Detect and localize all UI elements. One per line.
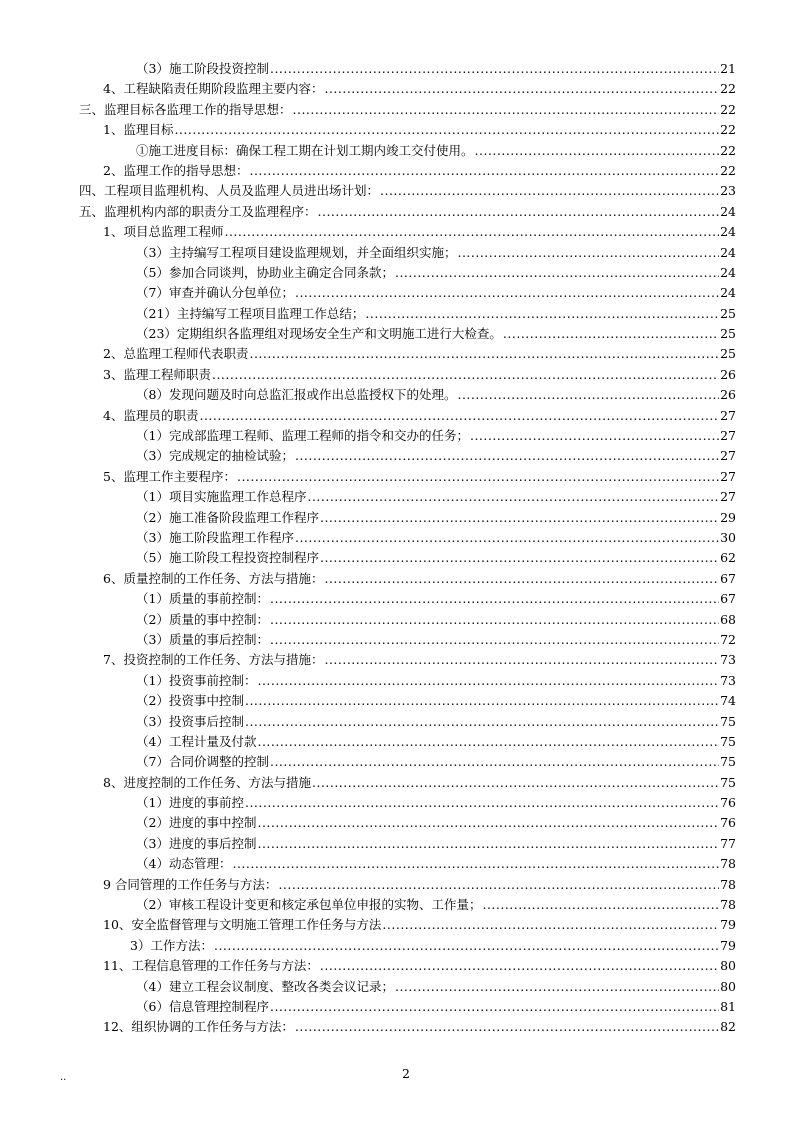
- toc-entry[interactable]: [0, 915, 793, 935]
- toc-entry-title: 12、组织协调的工作任务与方法：: [103, 1019, 294, 1035]
- toc-entry-page: 22: [720, 81, 736, 97]
- toc-entry-title: （21）主持编写工程项目监理工作总结；: [136, 305, 365, 321]
- toc-entry[interactable]: [0, 304, 793, 324]
- toc-dot-leader: [324, 650, 719, 670]
- toc-dot-leader: [365, 304, 719, 324]
- toc-entry[interactable]: [0, 406, 793, 426]
- toc-dot-leader: [199, 406, 719, 426]
- toc-entry[interactable]: [0, 834, 793, 854]
- toc-entry[interactable]: [0, 610, 793, 630]
- toc-entry-page: 26: [720, 366, 736, 382]
- toc-entry-page: 82: [720, 1019, 736, 1035]
- toc-entry-title: 6、质量控制的工作任务、方法与措施：: [103, 570, 324, 586]
- toc-dot-leader: [257, 671, 719, 691]
- toc-dot-leader: [245, 691, 719, 711]
- toc-dot-leader: [320, 956, 719, 976]
- toc-dot-leader: [278, 875, 719, 895]
- toc-entry-title: （3）施工阶段监理工作程序: [136, 529, 294, 545]
- toc-entry-title: 4、监理员的职责: [103, 407, 199, 423]
- toc-dot-leader: [270, 589, 719, 609]
- toc-entry-title: 10、安全监督管理与文明施工管理工作任务与方法: [103, 917, 382, 933]
- toc-dot-leader: [293, 100, 720, 120]
- toc-entry-page: 75: [720, 774, 736, 790]
- toc-entry-title: （5）施工阶段工程投资控制程序: [136, 550, 319, 566]
- toc-entry[interactable]: [0, 752, 793, 772]
- toc-entry-title: 7、投资控制的工作任务、方法与措施：: [103, 652, 324, 668]
- toc-entry[interactable]: [0, 1017, 793, 1037]
- toc-entry-page: 74: [720, 693, 736, 709]
- toc-entry-title: 3、监理工程师职责: [103, 366, 211, 382]
- toc-dot-leader: [237, 467, 719, 487]
- toc-entry-page: 25: [720, 346, 736, 362]
- toc-entry-title: （3）投资事后控制: [136, 713, 244, 729]
- toc-entry-page: 76: [720, 795, 736, 811]
- toc-entry-page: 75: [720, 713, 736, 729]
- toc-dot-leader: [257, 813, 719, 833]
- toc-entry[interactable]: [0, 467, 793, 487]
- toc-entry-page: 22: [720, 101, 736, 117]
- toc-entry[interactable]: [0, 508, 793, 528]
- toc-entry-title: （6）信息管理控制程序: [136, 998, 269, 1014]
- toc-entry-title: 3）工作方法：: [130, 937, 213, 953]
- toc-entry-page: 81: [720, 998, 736, 1014]
- toc-entry-title: ①施工进度目标：确保工程工期在计划工期内竣工交付使用。: [136, 142, 474, 158]
- toc-entry[interactable]: [0, 385, 793, 405]
- toc-entry-title: （1）投资事前控制：: [136, 672, 257, 688]
- toc-dot-leader: [324, 569, 719, 589]
- toc-entry[interactable]: [0, 528, 793, 548]
- toc-entry-page: 62: [720, 550, 736, 566]
- toc-entry-page: 27: [720, 489, 736, 505]
- toc-dot-leader: [212, 365, 719, 385]
- toc-dot-leader: [214, 936, 719, 956]
- toc-dot-leader: [395, 263, 719, 283]
- toc-entry-page: 80: [720, 978, 736, 994]
- toc-entry[interactable]: [0, 263, 793, 283]
- toc-entry-page: 73: [720, 652, 736, 668]
- toc-entry-title: （1）质量的事前控制：: [136, 591, 269, 607]
- toc-entry-title: （8）发现问题及时向总监汇报或作出总监授权下的处理。: [136, 387, 457, 403]
- toc-entry-page: 76: [720, 815, 736, 831]
- footer-mark: ..: [60, 1072, 67, 1083]
- toc-entry[interactable]: [0, 630, 793, 650]
- toc-entry[interactable]: [0, 773, 793, 793]
- toc-entry[interactable]: [0, 100, 793, 120]
- toc-entry-page: 23: [720, 183, 736, 199]
- toc-entry-page: 73: [720, 672, 736, 688]
- toc-entry-title: 5、监理工作主要程序：: [103, 468, 236, 484]
- toc-entry-title: 4、工程缺陷责任期阶段监理主要内容：: [103, 81, 324, 97]
- toc-entry[interactable]: [0, 181, 793, 201]
- toc-entry-title: （23）定期组织各监理组对现场安全生产和文明施工进行大检查。: [136, 326, 502, 342]
- toc-entry-page: 67: [720, 591, 736, 607]
- toc-entry-title: （5）参加合同谈判，协助业主确定合同条款；: [136, 264, 394, 280]
- toc-dot-leader: [295, 446, 719, 466]
- toc-entry-page: 78: [720, 897, 736, 913]
- toc-dot-leader: [270, 997, 719, 1017]
- page-number: 2: [402, 1066, 410, 1081]
- toc-dot-leader: [232, 854, 719, 874]
- toc-entry-title: （2）质量的事中控制：: [136, 611, 269, 627]
- toc-dot-leader: [257, 834, 719, 854]
- toc-entry[interactable]: [0, 997, 793, 1017]
- toc-entry[interactable]: [0, 936, 793, 956]
- toc-entry-page: 79: [720, 917, 736, 933]
- toc-entry-page: 21: [720, 61, 736, 76]
- toc-entry-page: 24: [720, 203, 736, 219]
- toc-entry-title: （2）进度的事中控制: [136, 815, 257, 831]
- toc-entry-title: （4）工程计量及付款: [136, 733, 257, 749]
- toc-dot-leader: [320, 548, 719, 568]
- toc-entry[interactable]: [0, 548, 793, 568]
- toc-entry-title: （3）施工阶段投资控制: [136, 61, 269, 76]
- toc-entry[interactable]: [0, 875, 793, 895]
- toc-entry-title: （1）完成部监理工程师、监理工程师的指令和交办的任务；: [136, 428, 469, 444]
- toc-entry-page: 75: [720, 733, 736, 749]
- toc-entry[interactable]: [0, 79, 793, 99]
- toc-dot-leader: [270, 630, 719, 650]
- toc-entry-page: 30: [720, 529, 736, 545]
- toc-entry-page: 24: [720, 224, 736, 240]
- toc-entry-page: 75: [720, 754, 736, 770]
- toc-entry-page: 67: [720, 570, 736, 586]
- toc-entry-title: 11、工程信息管理的工作任务与方法：: [103, 958, 319, 974]
- toc-entry-page: 22: [720, 142, 736, 158]
- toc-entry[interactable]: [0, 243, 793, 263]
- toc-dot-leader: [295, 283, 719, 303]
- toc-entry-page: 24: [720, 264, 736, 280]
- toc-dot-leader: [270, 59, 719, 79]
- toc-entry[interactable]: [0, 283, 793, 303]
- toc-dot-leader: [324, 79, 719, 99]
- toc-entry[interactable]: [0, 977, 793, 997]
- toc-entry[interactable]: [0, 120, 793, 140]
- toc-dot-leader: [380, 181, 719, 201]
- toc-dot-leader: [318, 202, 720, 222]
- toc-entry-title: （3）完成规定的抽检试验；: [136, 448, 294, 464]
- toc-entry-title: （7）合同价调整的控制: [136, 754, 269, 770]
- table-of-contents: [0, 59, 793, 1038]
- toc-entry[interactable]: [0, 446, 793, 466]
- toc-entry-page: 68: [720, 611, 736, 627]
- toc-entry[interactable]: [0, 650, 793, 670]
- toc-entry[interactable]: [0, 671, 793, 691]
- toc-entry[interactable]: [0, 222, 793, 242]
- toc-entry-title: （7）审查并确认分包单位；: [136, 285, 294, 301]
- toc-entry-page: 25: [720, 326, 736, 342]
- toc-dot-leader: [382, 915, 719, 935]
- toc-dot-leader: [245, 712, 719, 732]
- toc-entry-title: 1、项目总监理工程师: [103, 224, 224, 240]
- toc-entry-title: （3）质量的事后控制：: [136, 631, 269, 647]
- toc-entry-title: （1）项目实施监理工作总程序: [136, 489, 307, 505]
- toc-entry[interactable]: [0, 141, 793, 161]
- toc-entry-page: 80: [720, 958, 736, 974]
- toc-entry[interactable]: [0, 732, 793, 752]
- toc-entry[interactable]: [0, 589, 793, 609]
- toc-entry-page: 27: [720, 407, 736, 423]
- toc-entry-title: 8、进度控制的工作任务、方法与措施: [103, 774, 311, 790]
- toc-entry-page: 27: [720, 468, 736, 484]
- toc-entry-title: 2、监理工作的指导思想：: [103, 162, 249, 178]
- toc-entry[interactable]: [0, 344, 793, 364]
- toc-dot-leader: [503, 324, 719, 344]
- toc-entry-page: 26: [720, 387, 736, 403]
- toc-entry[interactable]: [0, 487, 793, 507]
- toc-entry-title: 2、总监理工程师代表职责: [103, 346, 249, 362]
- toc-dot-leader: [174, 120, 719, 140]
- toc-entry-page: 78: [720, 876, 736, 892]
- toc-entry-page: 24: [720, 285, 736, 301]
- toc-entry[interactable]: [0, 712, 793, 732]
- toc-dot-leader: [295, 528, 719, 548]
- toc-entry[interactable]: [0, 365, 793, 385]
- toc-dot-leader: [470, 426, 719, 446]
- toc-entry-page: 79: [720, 937, 736, 953]
- toc-entry-title: 四、工程项目监理机构、人员及监理人员进出场计划：: [79, 183, 380, 199]
- toc-entry-title: （2）施工准备阶段监理工作程序: [136, 509, 319, 525]
- toc-dot-leader: [312, 773, 719, 793]
- toc-entry-page: 78: [720, 856, 736, 872]
- toc-entry[interactable]: [0, 854, 793, 874]
- toc-dot-leader: [482, 895, 719, 915]
- toc-entry-page: 29: [720, 509, 736, 525]
- toc-entry[interactable]: [0, 895, 793, 915]
- toc-dot-leader: [307, 487, 719, 507]
- toc-entry-page: 27: [720, 448, 736, 464]
- toc-entry-page: 22: [720, 162, 736, 178]
- toc-dot-leader: [395, 977, 719, 997]
- toc-entry-page: 24: [720, 244, 736, 260]
- toc-entry[interactable]: [0, 426, 793, 446]
- toc-dot-leader: [270, 752, 719, 772]
- toc-dot-leader: [270, 610, 719, 630]
- toc-entry[interactable]: [0, 161, 793, 181]
- toc-entry[interactable]: [0, 956, 793, 976]
- toc-entry[interactable]: [0, 202, 793, 222]
- toc-entry[interactable]: [0, 324, 793, 344]
- toc-entry-title: （4）建立工程会议制度、整改各类会议记录；: [136, 978, 394, 994]
- toc-entry-title: （2）审核工程设计变更和核定承包单位申报的实物、工作量；: [136, 897, 482, 913]
- toc-entry-title: 9 合同管理的工作任务与方法：: [103, 876, 278, 892]
- toc-entry-title: 1、监理目标: [103, 122, 174, 138]
- toc-entry-title: （4）动态管理：: [136, 856, 232, 872]
- toc-dot-leader: [249, 161, 719, 181]
- toc-entry-title: （3）主持编写工程项目建设监理规划，并全面组织实施；: [136, 244, 457, 260]
- toc-entry-page: 22: [720, 122, 736, 138]
- toc-dot-leader: [224, 222, 719, 242]
- toc-entry-title: 五、监理机构内部的职责分工及监理程序：: [79, 203, 317, 219]
- toc-entry-page: 77: [720, 835, 736, 851]
- toc-dot-leader: [245, 793, 719, 813]
- toc-entry-title: （2）投资事中控制: [136, 693, 244, 709]
- toc-entry[interactable]: [0, 59, 793, 79]
- toc-entry-title: （3）进度的事后控制: [136, 835, 257, 851]
- toc-dot-leader: [257, 732, 719, 752]
- toc-entry[interactable]: [0, 813, 793, 833]
- toc-entry[interactable]: [0, 569, 793, 589]
- toc-dot-leader: [457, 385, 719, 405]
- toc-dot-leader: [249, 344, 719, 364]
- toc-entry[interactable]: [0, 793, 793, 813]
- toc-dot-leader: [475, 141, 720, 161]
- toc-entry-title: 三、监理目标各监理工作的指导思想：: [79, 101, 292, 117]
- toc-dot-leader: [457, 243, 719, 263]
- toc-dot-leader: [320, 508, 719, 528]
- toc-entry-page: 25: [720, 305, 736, 321]
- toc-entry-page: 27: [720, 428, 736, 444]
- toc-entry-title: （1）进度的事前控: [136, 795, 244, 811]
- toc-entry-page: 72: [720, 631, 736, 647]
- toc-dot-leader: [295, 1017, 719, 1037]
- toc-entry[interactable]: [0, 691, 793, 711]
